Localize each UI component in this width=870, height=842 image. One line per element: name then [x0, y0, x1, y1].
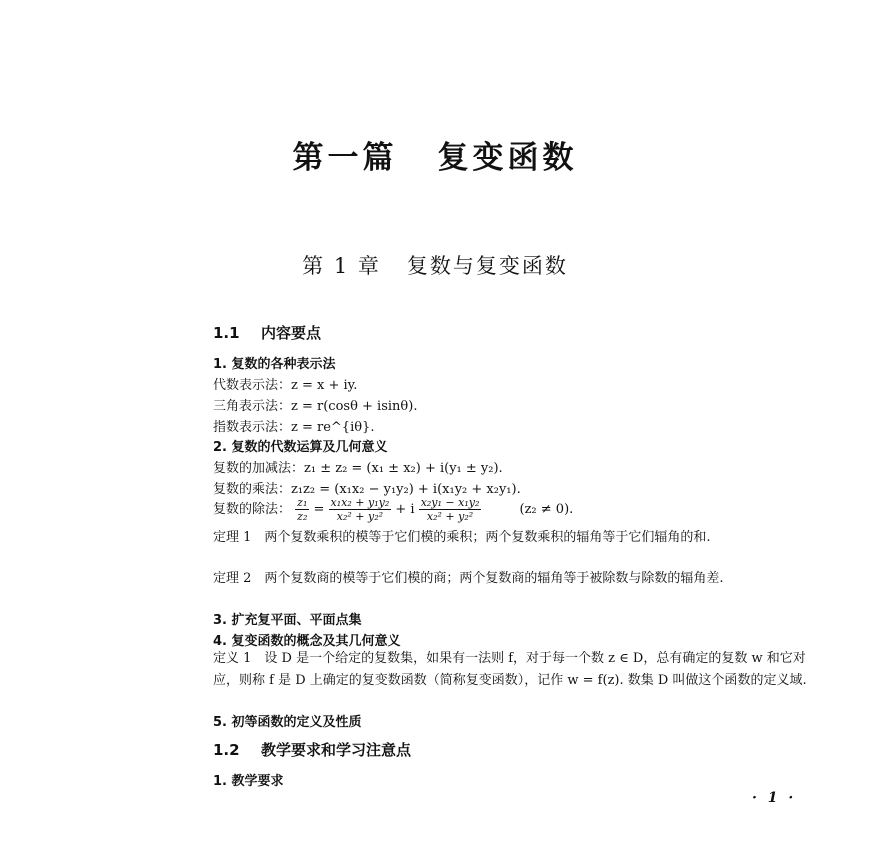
chapter-name: 复数与复变函数 [406, 254, 568, 278]
part-name: 复变函数 [437, 140, 578, 176]
section-number: 1.1 [213, 324, 240, 342]
item-heading: 4. 复变函数的概念及其几何意义 [213, 634, 401, 649]
definition-1: 定义 1 设 D 是一个给定的复数集，如果有一法则 f，对于每一个数 z ∈ D，总有确定的复数 w 和它对应，则称 f 是 D 上确定的复变数函数（简称复变函数），记作 w = f(z). 数集 D 叫做这个函数的定义域. [213, 651, 807, 688]
item-heading: 3. 扩充复平面、平面点集 [213, 613, 362, 628]
section-title: 教学要求和学习注意点 [261, 741, 412, 759]
chapter-label: 第 1 章 [302, 254, 381, 278]
item-heading: 1. 复数的各种表示法 [213, 357, 336, 372]
part-label: 第一篇 [292, 140, 398, 176]
section-heading-1-2 [213, 739, 411, 760]
item-heading: 1. 教学要求 [213, 774, 284, 789]
section-number: 1.2 [213, 741, 240, 759]
chapter-title [0, 250, 870, 280]
theorem-1: 定理 1 两个复数乘积的模等于它们模的乘积；两个复数乘积的辐角等于它们辐角的和. [213, 530, 711, 545]
algebraic-form: 代数表示法：z = x + iy. [213, 378, 358, 393]
part-title [0, 132, 870, 177]
section-heading-1-1 [213, 322, 321, 343]
fraction: $\frac{\text{z₁}}{\text{z₂}}$ [297, 496, 308, 523]
trigonometric-form: 三角表示法：z = r(cosθ + isinθ). [213, 399, 418, 414]
item-heading: 5. 初等函数的定义及性质 [213, 715, 362, 730]
division-formula: 复数的除法： $\frac{\text{z₁}}{\text{z₂}}$ = $\frac{\text{x₁x₂ + y₁y₂}}{\text{x₂² + y₂²}}$ + i $\frac{\text{x₂y₁ − x₁y₂}}{\text{x₂² + y₂²}}$ (z₂ ≠ 0). [213, 496, 574, 523]
fraction: $\frac{\text{x₂y₁ − x₁y₂}}{\text{x₂² + y₂²}}$ [420, 496, 480, 523]
theorem-2: 定理 2 两个复数商的模等于它们模的商；两个复数商的辐角等于被除数与除数的辐角差. [213, 571, 724, 586]
fraction: $\frac{\text{x₁x₂ + y₁y₂}}{\text{x₂² + y₂²}}$ [330, 496, 390, 523]
division-prefix: 复数的除法： [213, 502, 292, 517]
addition-subtraction: 复数的加减法：z₁ ± z₂ = (x₁ ± x₂) + i(y₁ ± y₂). [213, 461, 503, 476]
exponential-form: 指数表示法：z = re^{iθ}. [213, 420, 375, 435]
item-heading: 2. 复数的代数运算及几何意义 [213, 440, 388, 455]
multiplication: 复数的乘法：z₁z₂ = (x₁x₂ − y₁y₂) + i(x₁y₂ + x₂y₁). [213, 482, 521, 497]
section-title: 内容要点 [261, 324, 322, 342]
page-number: · 1 · [752, 790, 797, 806]
division-condition: (z₂ ≠ 0). [519, 502, 574, 517]
